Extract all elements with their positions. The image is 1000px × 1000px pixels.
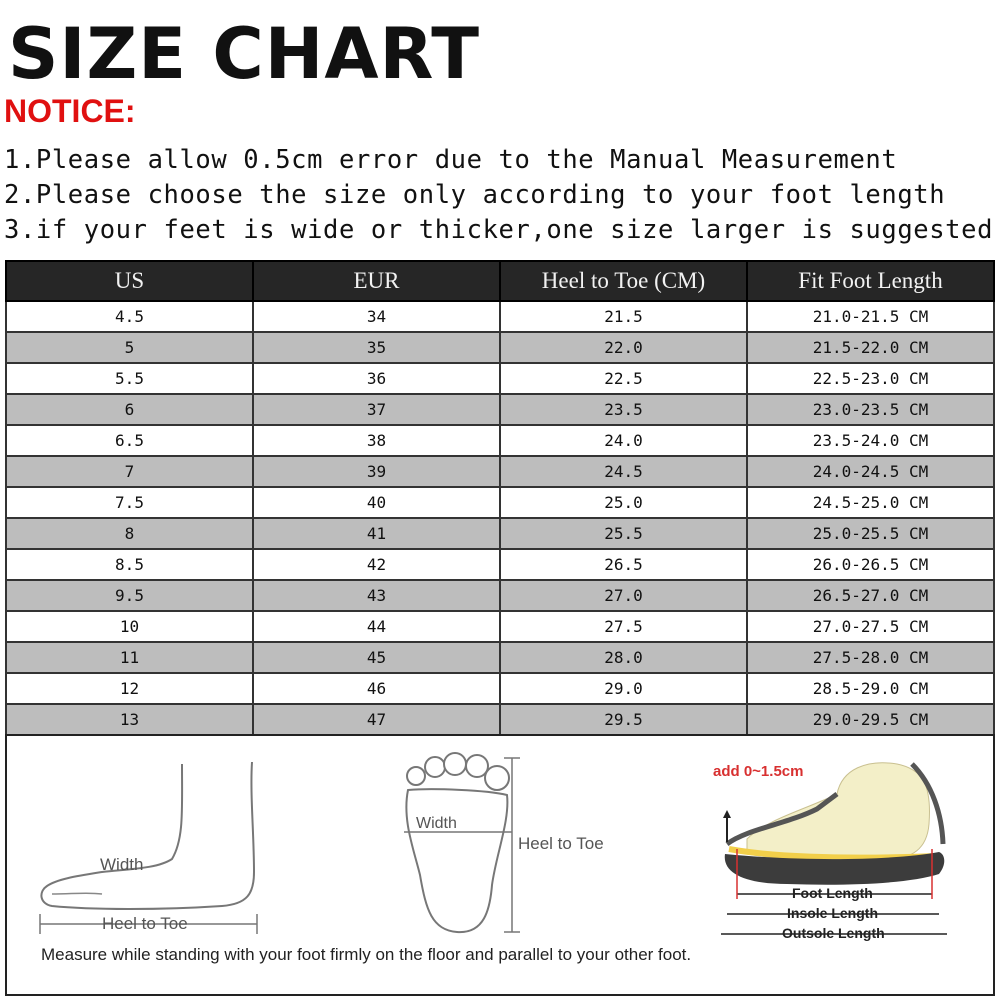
fit-foot-length-cell: 28.5-29.0 CM <box>747 673 994 704</box>
table-row <box>6 673 994 704</box>
header-eur: EUR <box>253 261 500 301</box>
heel-to-toe-cell: 25.0 <box>500 487 747 518</box>
us-size-cell: 7.5 <box>6 487 253 518</box>
side-heel-to-toe-label: Heel to Toe <box>102 914 188 933</box>
heel-to-toe-cell: 23.5 <box>500 394 747 425</box>
heel-to-toe-cell: 29.0 <box>500 673 747 704</box>
eur-size-cell: 35 <box>253 332 500 363</box>
page-title: SIZE CHART <box>8 13 481 95</box>
insole-length-label: Insole Length <box>787 905 878 921</box>
measure-diagram <box>5 734 995 996</box>
us-size-cell: 10 <box>6 611 253 642</box>
heel-to-toe-cell: 22.0 <box>500 332 747 363</box>
us-size-cell: 6 <box>6 394 253 425</box>
eur-size-cell: 45 <box>253 642 500 673</box>
heel-to-toe-cell: 21.5 <box>500 301 747 332</box>
fit-foot-length-cell: 26.0-26.5 CM <box>747 549 994 580</box>
header-fit-foot-length: Fit Foot Length <box>747 261 994 301</box>
shoe-illustration <box>707 754 967 944</box>
us-size-cell: 13 <box>6 704 253 735</box>
fit-foot-length-cell: 23.5-24.0 CM <box>747 425 994 456</box>
us-size-cell: 5 <box>6 332 253 363</box>
heel-to-toe-cell: 27.0 <box>500 580 747 611</box>
table-row <box>6 642 994 673</box>
eur-size-cell: 47 <box>253 704 500 735</box>
us-size-cell: 12 <box>6 673 253 704</box>
sole-width-label: Width <box>416 815 457 832</box>
heel-to-toe-cell: 28.0 <box>500 642 747 673</box>
fit-foot-length-cell: 29.0-29.5 CM <box>747 704 994 735</box>
side-foot-illustration <box>32 754 272 934</box>
shoe-add-label: add 0~1.5cm <box>713 763 804 780</box>
table-row <box>6 611 994 642</box>
foot-length-label: Foot Length <box>792 885 873 901</box>
us-size-cell: 8.5 <box>6 549 253 580</box>
fit-foot-length-cell: 24.5-25.0 CM <box>747 487 994 518</box>
sole-outline <box>406 789 507 932</box>
table-row <box>6 394 994 425</box>
us-size-cell: 8 <box>6 518 253 549</box>
fit-foot-length-cell: 27.5-28.0 CM <box>747 642 994 673</box>
eur-size-cell: 41 <box>253 518 500 549</box>
fit-foot-length-cell: 21.0-21.5 CM <box>747 301 994 332</box>
heel-to-toe-cell: 25.5 <box>500 518 747 549</box>
table-row <box>6 301 994 332</box>
fit-foot-length-cell: 27.0-27.5 CM <box>747 611 994 642</box>
us-size-cell: 6.5 <box>6 425 253 456</box>
fit-foot-length-cell: 22.5-23.0 CM <box>747 363 994 394</box>
table-row <box>6 518 994 549</box>
notice-item: 3.if your feet is wide or thicker,one size larger is suggested <box>4 215 994 245</box>
heel-to-toe-cell: 29.5 <box>500 704 747 735</box>
eur-size-cell: 40 <box>253 487 500 518</box>
eur-size-cell: 36 <box>253 363 500 394</box>
heel-to-toe-cell: 24.0 <box>500 425 747 456</box>
fit-foot-length-cell: 21.5-22.0 CM <box>747 332 994 363</box>
us-size-cell: 5.5 <box>6 363 253 394</box>
fit-foot-length-cell: 26.5-27.0 CM <box>747 580 994 611</box>
header-heel-to-toe: Heel to Toe (CM) <box>500 261 747 301</box>
eur-size-cell: 46 <box>253 673 500 704</box>
heel-to-toe-cell: 26.5 <box>500 549 747 580</box>
heel-to-toe-cell: 22.5 <box>500 363 747 394</box>
sole-foot-illustration <box>392 750 632 940</box>
outsole-length-label: Outsole Length <box>782 925 885 941</box>
table-row <box>6 456 994 487</box>
eur-size-cell: 42 <box>253 549 500 580</box>
us-size-cell: 7 <box>6 456 253 487</box>
table-row <box>6 332 994 363</box>
eur-size-cell: 39 <box>253 456 500 487</box>
eur-size-cell: 43 <box>253 580 500 611</box>
us-size-cell: 4.5 <box>6 301 253 332</box>
table-row <box>6 363 994 394</box>
eur-size-cell: 38 <box>253 425 500 456</box>
table-row <box>6 580 994 611</box>
table-header-row <box>6 261 994 301</box>
sole-heel-to-toe-label: Heel to Toe <box>518 834 604 853</box>
side-width-label: Width <box>100 855 144 874</box>
table-row <box>6 487 994 518</box>
heel-to-toe-cell: 24.5 <box>500 456 747 487</box>
table-row <box>6 704 994 735</box>
side-foot-outline <box>41 762 254 909</box>
fit-foot-length-cell: 24.0-24.5 CM <box>747 456 994 487</box>
fit-foot-length-cell: 23.0-23.5 CM <box>747 394 994 425</box>
fit-foot-length-cell: 25.0-25.5 CM <box>747 518 994 549</box>
table-row <box>6 549 994 580</box>
notice-item: 1.Please allow 0.5cm error due to the Manual Measurement <box>4 145 898 175</box>
table-row <box>6 425 994 456</box>
notice-list <box>4 143 993 248</box>
header-us: US <box>6 261 253 301</box>
size-table <box>5 260 995 736</box>
table-body <box>6 301 994 735</box>
eur-size-cell: 44 <box>253 611 500 642</box>
eur-size-cell: 37 <box>253 394 500 425</box>
eur-size-cell: 34 <box>253 301 500 332</box>
notice-label: NOTICE: <box>4 93 136 129</box>
us-size-cell: 9.5 <box>6 580 253 611</box>
heel-to-toe-cell: 27.5 <box>500 611 747 642</box>
us-size-cell: 11 <box>6 642 253 673</box>
measure-caption: Measure while standing with your foot firmly on the floor and parallel to your other foot. <box>41 945 692 964</box>
notice-item: 2.Please choose the size only according to your foot length <box>4 180 946 210</box>
